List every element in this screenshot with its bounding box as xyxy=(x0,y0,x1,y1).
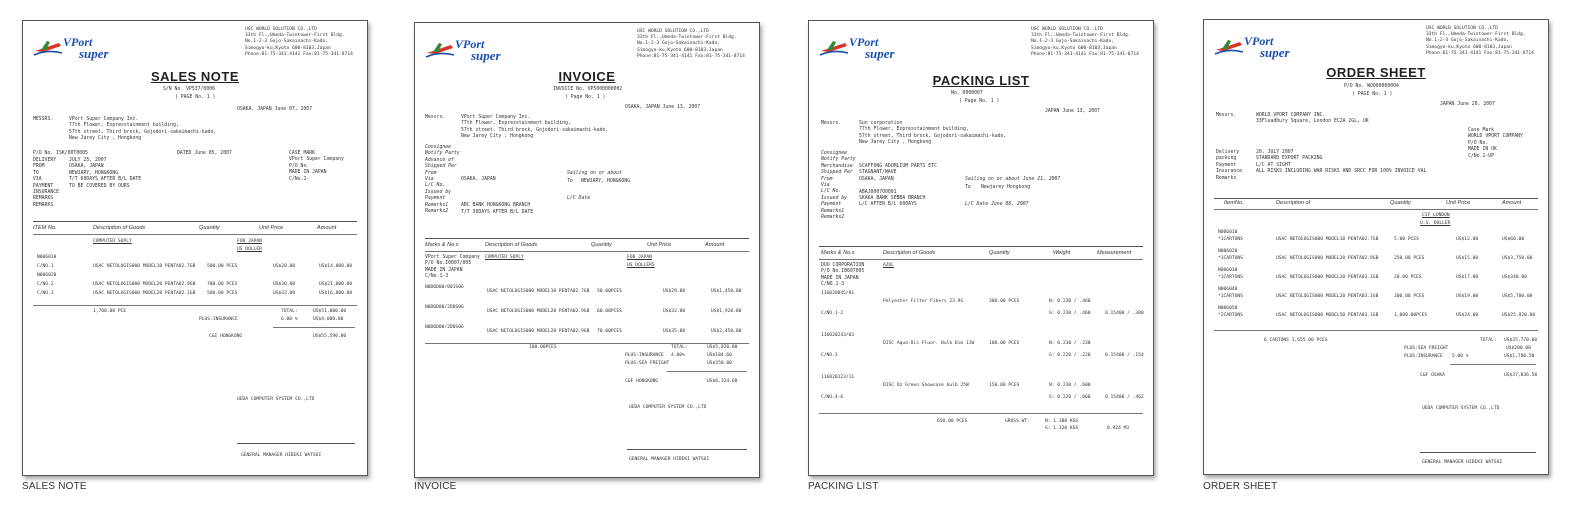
item-net-weight: N: 0.230 / .600 xyxy=(1049,383,1091,388)
item-unit-price: US$32.00 xyxy=(663,309,686,314)
item-amount: US$2,450.00 xyxy=(711,329,742,334)
item-description: USAC NETOLOGIS000 MODEL10 PENTA02.7GB xyxy=(487,289,590,294)
item-amount: US$5,700.00 xyxy=(1502,294,1533,299)
insurance-rate: 5.00 % xyxy=(1452,354,1469,359)
item-quantity: 300.00 PCES xyxy=(1394,294,1425,299)
col-item-no: ItemNo. xyxy=(1224,200,1244,206)
item-description: USAC NETOLOGIS000 MODEL20 PENTA02.9GB xyxy=(487,309,590,314)
price-terms: CIF LONDON xyxy=(1422,213,1450,218)
vport-logo: VPort super xyxy=(1214,34,1310,64)
lc-date: L/C Date June 06, 2007 xyxy=(965,202,1029,207)
sailing-date: Sailing on or about June 21, 2007 xyxy=(965,177,1061,182)
page-number: ( Page No. 1 ) xyxy=(565,95,606,100)
total-label: TOTAL: xyxy=(1480,338,1497,343)
item-measurement: 0.15400 / .462 xyxy=(1105,395,1144,400)
col-description: Description of Goods xyxy=(93,225,146,231)
price-terms: FOB JAPAN xyxy=(627,255,652,260)
item-measurement: 0.15400 / .308 xyxy=(1105,311,1144,316)
insurance-amount: US$1,786.50 xyxy=(1504,354,1535,359)
item-amount: US$1,450.00 xyxy=(711,289,742,294)
lc-date: L/C Date xyxy=(567,196,591,201)
item-amount: US$16,000.00 xyxy=(319,291,353,296)
total-quantity: 650.00 PCES xyxy=(937,419,968,424)
col-description: Description of Goods xyxy=(485,242,538,248)
packing-list-document[interactable] xyxy=(808,20,1154,476)
signer-company: UEDA COMPUTER SYSTEM CO.,LTD xyxy=(237,397,315,402)
issued-by-value: ABC BANK HONGKONG BRANCH xyxy=(461,203,531,208)
total-net-weight: N: 1.380 KGS xyxy=(1045,419,1079,424)
messrs-label: Messrs. xyxy=(1216,113,1237,118)
company-address: USC WORLD SOLUTION CO.,LTD 33th Fl.,Umeda-Twintower-First Bldg. No.1-2-3 Gojo-Sakainachi-Kado, Simogyo-ku,Kyoto 600-8103,Japan Phone:81-75-341-4141 Fax:81-75-341-8714 xyxy=(245,27,353,57)
total-label: TOTAL: xyxy=(671,345,688,350)
divider xyxy=(819,246,1143,247)
caption-sales-note: SALES NOTE xyxy=(22,481,87,492)
doc-number: P/O No. WO000000004 xyxy=(1344,84,1399,89)
item-amount: US$25,920.00 xyxy=(1502,313,1536,318)
grand-total-amount: US$55,590.00 xyxy=(313,334,347,339)
caption-order-sheet: ORDER SHEET xyxy=(1203,481,1278,492)
divider xyxy=(1214,198,1538,199)
sailing-label: Sailing on or about xyxy=(567,171,622,176)
item-carton-no: *1CARTONS xyxy=(1218,275,1243,280)
to-label: To xyxy=(965,185,971,190)
col-description: Description of Goods xyxy=(883,250,936,256)
total-measurement: 0.924 M3 xyxy=(1107,426,1130,431)
total-amount: US$5,820.00 xyxy=(707,345,738,350)
divider xyxy=(1214,209,1538,210)
item-unit-price: US$15.00 xyxy=(1456,256,1479,261)
col-amount: Amount xyxy=(705,242,725,248)
grand-total-amount: US$37,836.50 xyxy=(1504,373,1538,378)
item-net-weight: N: 0.230 / .460 xyxy=(1049,299,1091,304)
terms-labels: Delivery packing Payment Insurance Remarks xyxy=(1216,150,1242,181)
item-amount: US$1,920.00 xyxy=(711,309,742,314)
item-carton-no: C/NO.4-6 xyxy=(821,395,844,400)
insurance-rate: 6.00 % xyxy=(281,317,298,322)
item-no: C/NO.2 xyxy=(37,282,54,287)
insurance-label: PLUS:INSURANCE xyxy=(1404,354,1443,359)
divider xyxy=(425,251,749,252)
grand-total-amount: US$6,324.60 xyxy=(707,379,738,384)
terms-labels: DELIVERY FROM TO VIA PAYMENT INSURANCE REMARKS REMARKS xyxy=(33,158,59,208)
document-title: SALES NOTE xyxy=(150,69,240,84)
signature-line xyxy=(627,449,747,450)
col-unit-price: Unit Price xyxy=(259,225,284,231)
messrs-address: WORLD VPORT COMPANY INC. 33Fleadbury Square, London EC2A 2GL, UK xyxy=(1256,113,1369,125)
item-quantity: 700.00 PCES xyxy=(207,282,238,287)
item-amount: US$340.00 xyxy=(1502,275,1527,280)
col-quantity: Quantity xyxy=(989,250,1010,256)
item-description: USAC NETOLOGIS000 MODEL20 PENTA02.9GB xyxy=(1276,256,1379,261)
item-gross-weight: G: 0.220 / .660 xyxy=(1049,395,1091,400)
plane-icon xyxy=(819,37,849,59)
divider xyxy=(1450,364,1536,365)
signer-company: UEDA COMPUTER SYSTEM CO.,LTD xyxy=(629,405,707,410)
signer-name: GENERAL MANAGER HIDEKI WATSUI xyxy=(241,453,322,458)
freight-label: PLUS:SEA FREIGHT xyxy=(1404,346,1449,351)
to-value: Newjarey Hongkong xyxy=(981,185,1031,190)
item-net-weight: N: 0.230 / .230 xyxy=(1049,341,1091,346)
doc-number: S/N No. VP537/0006 xyxy=(163,87,215,92)
shipping-marks: VPort Super Company P/O No.I0007/005 MADE IN JAPAN C/No.1-3 xyxy=(425,255,480,280)
item-description: Polyester Filter Fibers 23.9G xyxy=(883,299,964,304)
divider xyxy=(33,234,357,235)
item-no: N006020 xyxy=(1218,249,1238,254)
item-no: C/NO.1 xyxy=(37,264,54,269)
item-unit-price: US$28.00 xyxy=(273,264,296,269)
messrs-label: MESSRS. xyxy=(33,117,54,122)
col-description: Description of xyxy=(1276,200,1311,206)
document-title: INVOICE xyxy=(558,69,616,84)
place-date: OSAKA, JAPAN June 07, 2007 xyxy=(237,107,313,112)
item-description: DISC Aqua-Dis Fluor. Bulb Dim 11W xyxy=(883,341,975,346)
item-carton-no: *1CARTONS xyxy=(1218,256,1243,261)
item-no: N006020 xyxy=(37,273,57,278)
plane-icon xyxy=(425,39,455,61)
divider xyxy=(273,327,355,328)
shipping-labels: Consignee Notify Party Advance of Shipped Per From Via L/C No. Issued by Payment Remarks1 Remarks2 xyxy=(425,145,460,215)
item-gross-weight: G: 0.230 / .460 xyxy=(1049,311,1091,316)
goods-category: COMPUTER SUPLY xyxy=(485,255,524,260)
item-carton-no: C/NO.1-2 xyxy=(821,311,844,316)
insurance-amount: US$184.60 xyxy=(707,353,732,358)
freight-amount: US$280.00 xyxy=(1506,346,1531,351)
item-description: DISC Dz Green Showcase bulb 25W xyxy=(883,383,969,388)
item-description: USAC NETOLOGIS000 MODEL20 PENTA03.1GB xyxy=(1276,275,1379,280)
item-carton-no: *1CARTONS xyxy=(1218,237,1243,242)
item-unit-price: US$19.00 xyxy=(1456,294,1479,299)
caption-invoice: INVOICE xyxy=(414,481,457,492)
to-value: NEWJARY, HONGKONG xyxy=(581,179,631,184)
divider xyxy=(819,259,1143,260)
item-description: USAC NETOLOGIS000 MODEL20 PENTA02.9GB xyxy=(487,329,590,334)
divider xyxy=(667,371,747,372)
item-no: N006040 xyxy=(1218,287,1238,292)
grand-total-label: C&F OSAKA xyxy=(1420,373,1445,378)
messrs-label: Messrs. xyxy=(425,115,446,120)
to-label: To xyxy=(567,179,573,184)
payment-value: T/T 30DAYS AFTER B/L DATE xyxy=(461,210,534,215)
total-gross-weight: G: 1.320 KGS xyxy=(1045,426,1079,431)
item-amount: US$21,000.00 xyxy=(319,282,353,287)
divider xyxy=(33,221,357,222)
item-quantity: 150.00 PCES xyxy=(989,383,1020,388)
currency: US DOLLERS xyxy=(627,263,655,268)
item-amount: US$14,000.00 xyxy=(319,264,353,269)
item-quantity: 300.00 PCES xyxy=(989,299,1020,304)
item-unit-price: US$12.00 xyxy=(1456,237,1479,242)
item-quantity: 5.00 PCES xyxy=(1394,237,1419,242)
total-label: TOTAL: xyxy=(281,309,298,314)
item-unit-price: US$32.00 xyxy=(273,291,296,296)
currency: US DOLLER xyxy=(237,247,262,252)
divider xyxy=(1214,330,1538,331)
item-no: N006010 xyxy=(1218,230,1238,235)
item-no: N0D0D00/2D0S06 xyxy=(425,305,464,310)
item-unit-price: US$35.00 xyxy=(663,329,686,334)
total-amount: US$35,770.00 xyxy=(1504,338,1538,343)
plane-icon xyxy=(1214,36,1244,58)
company-address: USC WORLD SOLUTION CO.,LTD 33th Fl.,Umeda-Twintower-First Bldg. No.1-2-3 Gojo-Sakainachi-Kado, Simogyo-ku,Kyoto 600-8103,Japan Phone:81-75-341-4141 Fax:81-75-341-8714 xyxy=(1031,27,1139,57)
col-quantity: Quantity xyxy=(1390,200,1411,206)
item-quantity: 20.00 PCES xyxy=(1394,275,1422,280)
item-unit-price: US$29.00 xyxy=(663,289,686,294)
messrs-label: Messrs. xyxy=(821,121,842,126)
po-dated: DATED June 05, 2007 xyxy=(177,151,232,156)
divider xyxy=(425,343,749,344)
company-address: USC WORLD SOLUTION CO.,LTD 33th Fl.,Umeda-Twintower-First Bldg. No.1-2-3 Gojo-Sakainachi-Kado, Simogyo-ku,Kyoto 600-8103,Japan Phone:81-75-341-4141 Fax:81-75-341-8714 xyxy=(1426,26,1534,56)
col-amount: Amount xyxy=(317,225,337,231)
item-quantity: 500.00 PCES xyxy=(207,291,238,296)
col-amount: Amount xyxy=(1502,200,1522,206)
item-description: USAC NETOLOGIS000 MODEL10 PENTA02.7GB xyxy=(93,264,196,269)
caption-packing-list: PACKING LIST xyxy=(808,481,879,492)
company-address: USC WORLD SOLUTION CO.,LTD 33th Fl.,Umeda-Twintower-First Bldg. No.1-2-3 Gojo-Sakainachi-Kado, Simogyo-ku,Kyoto 600-8103,Japan Phone:81-75-341-4141 Fax:81-75-341-8714 xyxy=(637,29,745,59)
signature-line xyxy=(237,443,355,444)
col-unit-price: Unit Price xyxy=(647,242,672,248)
insurance-label: PLUS:INSURANCE xyxy=(199,317,238,322)
item-no: C/NO.3 xyxy=(37,291,54,296)
item-no: N0D0D00/2D0S06 xyxy=(425,325,464,330)
item-gross-weight: G: 0.220 / .220 xyxy=(1049,353,1091,358)
item-description: USAC NETOLOGIS000 MODEL10 PENTA02.7GB xyxy=(1276,237,1379,242)
col-unit-price: Unit Price xyxy=(1446,200,1471,206)
messrs-address: VPort Super Company Inc. 77th Flower, Expresstainment building, 57th street, Third brock, Gojodori-sakaimachi-kado, New Jarey City , Hongkong xyxy=(69,117,217,142)
item-carton-no: C/NO.3 xyxy=(821,353,838,358)
place-date: JAPAN June 13, 2007 xyxy=(1045,109,1100,114)
signature-line xyxy=(1420,452,1536,453)
document-title: PACKING LIST xyxy=(932,73,1030,88)
item-quantity: 500.00 PCES xyxy=(207,264,238,269)
from-value: OSAKA, JAPAN xyxy=(461,177,496,182)
total-quantity: 180.00PCES xyxy=(529,345,557,350)
item-no: N006030 xyxy=(1218,268,1238,273)
goods-category: AZUL xyxy=(883,263,895,268)
shipping-marks: DUO CORPORATION P/O No.I0607005 MADE IN JAPAN C/NO.1-3 xyxy=(821,263,865,288)
messrs-address: Sun corporation 77th Flower, Expresstainment building, 57th street, Third brock, Gojodori-sakaimachi-kado, New Jarey City , Hongkong xyxy=(859,121,1007,146)
signer-company: UEDA COMPUTER SYSTEM CO.,LTD xyxy=(1422,406,1500,411)
po-number: P/O No. ISK/00T0005 xyxy=(33,151,88,156)
insurance-rate: 4.00% xyxy=(671,353,685,358)
currency: U.S. DOLLER xyxy=(1420,221,1451,226)
order-sheet-document[interactable] xyxy=(1203,19,1549,475)
item-no: N0D0D00/001S06 xyxy=(425,285,464,290)
page-number: ( Page No. 1 ) xyxy=(959,99,1000,104)
price-terms: FOB JAPAN xyxy=(237,239,262,244)
col-item-no: ITEM No. xyxy=(33,225,57,231)
shipping-labels: Consignee Notify Party Merchandise Shipped Per From Via L/C No. Issued by Payment Remarks1 Remarks2 xyxy=(821,151,856,221)
page-number: ( PAGE No. 1 ) xyxy=(175,95,216,100)
total-quantity: 1,700.00 PCE xyxy=(93,309,127,314)
case-mark: Case Mark WORLD VPORT COMPANY P/O No. MADE IN UK C/No.1-UP xyxy=(1468,128,1523,159)
item-amount: US$3,750.00 xyxy=(1502,256,1533,261)
item-measurement: 0.15400 / .154 xyxy=(1105,353,1144,358)
signer-name: GENERAL MANAGER HIDEKI WATSUI xyxy=(1422,460,1503,465)
terms-values: 20, JULY 2007 STANDARD EXPORT PACKING L/C AT SIGHT ALL RISKS INCLUDING WAR RISKS AND SRCC FOR 100% INVOICE VAL xyxy=(1256,150,1427,175)
place-date: JAPAN June 20, 2007 xyxy=(1440,102,1495,107)
total-cartons: 6 CARTONS 1,655.00 PCES xyxy=(1264,338,1328,343)
item-quantity: 1,080.00PCES xyxy=(1394,313,1428,318)
col-weight: Weight xyxy=(1053,250,1071,256)
col-marks: Marks & No.s xyxy=(425,242,459,248)
item-quantity: 100.00 PCES xyxy=(989,341,1020,346)
doc-number: No. 0000007 xyxy=(951,91,983,96)
item-no: 116020243/03 xyxy=(821,333,855,338)
divider xyxy=(819,413,1143,414)
plane-icon xyxy=(33,37,63,59)
invoice-document[interactable] xyxy=(414,22,760,478)
vport-logo: VPort super xyxy=(425,37,521,67)
item-no: 116020045/01 xyxy=(821,291,855,296)
insurance-label: PLUS:INSURANCE xyxy=(625,353,664,358)
item-no: N006010 xyxy=(37,255,57,260)
case-mark: CASE MARK VPort Super Company P/O No. MADE IN JAPAN C/No.1- xyxy=(289,151,344,182)
item-description: USAC NETOLOGIS000 MODEL20 PENTA03.1GB xyxy=(1276,294,1379,299)
messrs-address: VPort Super Company Inc. 77th Flower, Expresstainment building, 57th street, Third brock, Gojodori-sakaimachi-kado, New Jarey City , Hongkong xyxy=(461,115,609,140)
item-unit-price: US$30.00 xyxy=(273,282,296,287)
total-amount: US$51,000.00 xyxy=(313,309,347,314)
item-carton-no: *2CARTONS xyxy=(1218,313,1243,318)
col-marks: Marks & No.s xyxy=(821,250,855,256)
item-description: USAC NETOLOGIS000 MODEL20 PENTA02.9GB xyxy=(93,282,196,287)
item-no: 116020123/11 xyxy=(821,375,855,380)
item-quantity: 50.00PCES xyxy=(597,289,622,294)
document-title: ORDER SHEET xyxy=(1326,65,1426,80)
signer-name: GENERAL MANAGER HIDEKI WATSUI xyxy=(629,457,710,462)
col-quantity: Quantity xyxy=(199,225,220,231)
item-unit-price: US$17.00 xyxy=(1456,275,1479,280)
grand-total-label: C&I HONGKONG xyxy=(209,334,243,339)
item-carton-no: *1CARTONS xyxy=(1218,294,1243,299)
grand-total-label: C&F HONGKONG xyxy=(625,379,659,384)
insurance-amount: US$4,000.00 xyxy=(313,317,344,322)
item-description: USAC NETOLOGIS000 MODEL20 PENTA02.1GB xyxy=(93,291,196,296)
divider xyxy=(425,238,749,239)
total-label: GROSS WT: xyxy=(1005,419,1030,424)
shipping-values: SCAFFONG ADUMLIUM PARTS ETC STAGNANT/WAVE OSAKA, JAPAN ABAJ000700001 SKAKA BANK SEBBA BRANCH L/C AFTER B/L 600AYS xyxy=(859,164,937,208)
vport-logo: VPort super xyxy=(33,35,129,65)
goods-category: COMPUTER SUPLY xyxy=(93,239,132,244)
col-measurement: Measurement xyxy=(1097,250,1132,256)
place-date: OSAKA, JAPAN June 13, 2007 xyxy=(625,105,701,110)
item-description: USAC NETOLOGIS000 MODEL50 PENTA03.1GB xyxy=(1276,313,1379,318)
vport-logo: VPort super xyxy=(819,35,915,65)
divider xyxy=(33,305,357,306)
item-amount: US$60.00 xyxy=(1502,237,1525,242)
terms-values: JULY 25, 2007 OSAKA, JAPAN NEWJARY, HONGKONG T/T 60DAYS AFTER B/L DATE TO BE COVERED BY OURS xyxy=(69,158,142,189)
item-unit-price: US$24.00 xyxy=(1456,313,1479,318)
item-quantity: 70.00PCES xyxy=(597,329,622,334)
item-quantity: 250.00 PCES xyxy=(1394,256,1425,261)
freight-amount: US$350.00 xyxy=(707,361,732,366)
item-no: N006050 xyxy=(1218,306,1238,311)
item-quantity: 60.00PCES xyxy=(597,309,622,314)
page-number: ( PAGE No. 1 ) xyxy=(1352,92,1393,97)
freight-label: PLUS:SEA FREIGHT xyxy=(625,361,670,366)
doc-number: INVOICE No. VP5000000002 xyxy=(553,87,623,92)
col-quantity: Quantity xyxy=(591,242,612,248)
sales-note-document[interactable] xyxy=(22,20,368,476)
